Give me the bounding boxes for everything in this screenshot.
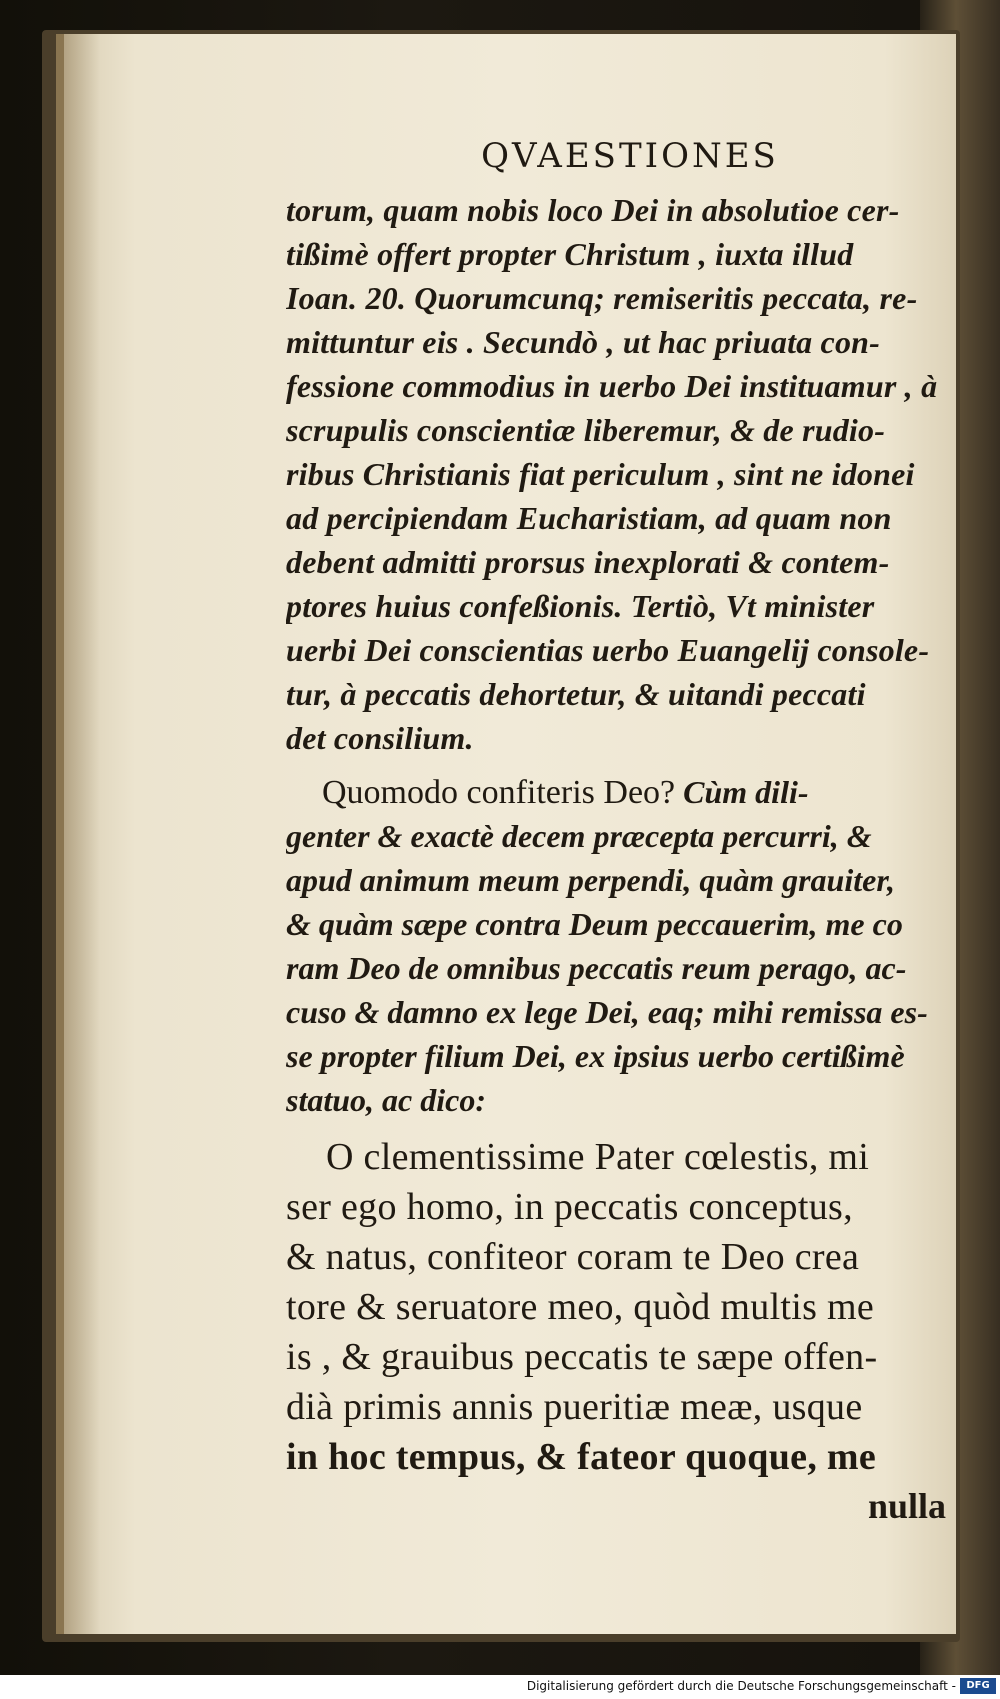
text-line: mittuntur eis . Secundò , ut hac priuata con- — [286, 324, 881, 360]
text-line: uerbi Dei conscientias uerbo Euangelij console- — [286, 632, 930, 668]
dfg-logo[interactable]: DFG — [960, 1678, 996, 1694]
text-line: scrupulis conscientiæ liberemur, & de rudio- — [286, 412, 886, 448]
text-line: tißimè offert propter Christum , iuxta illud — [286, 236, 854, 272]
text-line: is , & grauibus peccatis te sæpe offen- — [286, 1336, 878, 1378]
text-line: O clementissime Pater cœlestis, mi — [326, 1136, 870, 1178]
text-line: det consilium. — [286, 720, 474, 756]
question-first-line — [286, 770, 954, 814]
text-line: & quàm sæpe contra Deum peccauerim, me co — [286, 906, 903, 942]
prayer-paragraph — [286, 1132, 954, 1482]
text-line: tore & seruatore meo, quòd multis me — [286, 1286, 875, 1328]
text-line: statuo, ac dico: — [286, 1082, 486, 1118]
text-line: ser ego homo, in peccatis conceptus, — [286, 1186, 853, 1228]
text-line: cuso & damno ex lege Dei, eaq; mihi remissa es- — [286, 994, 928, 1030]
running-head: QVAESTIONES — [481, 136, 779, 176]
question-paragraph — [286, 770, 954, 1122]
text-line: ram Deo de omnibus peccatis reum perago, ac- — [286, 950, 907, 986]
text-line: ptores huius confeßionis. Tertiò, Vt minister — [286, 588, 875, 624]
text-line: in hoc tempus, & fateor quoque, me — [286, 1436, 877, 1478]
text-line: Ioan. 20. Quorumcunq; remiseritis peccata, re- — [286, 280, 918, 316]
text-line: debent admitti prorsus inexplorati & contem- — [286, 544, 890, 580]
answer-paragraph — [286, 188, 954, 760]
text-line: & natus, confiteor coram te Deo crea — [286, 1236, 860, 1278]
question-label: Quomodo confiteris Deo? — [322, 774, 676, 811]
text-line: torum, quam nobis loco Dei in absolutioe cer- — [286, 192, 900, 228]
footer-credit: Digitalisierung gefördert durch die Deutsche Forschungsgemeinschaft - — [526, 1679, 956, 1693]
catchword: nulla — [867, 1486, 946, 1526]
text-line: ad percipiendam Eucharistiam, ad quam non — [286, 500, 892, 536]
text-line: genter & exactè decem præcepta percurri, & — [286, 818, 872, 854]
text-line: fessione commodius in uerbo Dei instituamur , à — [286, 368, 938, 404]
text-line: apud animum meum perpendi, quàm grauiter, — [286, 862, 895, 898]
text-line: se propter filium Dei, ex ipsius uerbo certißimè — [286, 1038, 905, 1074]
question-line-rest: Cùm dili- — [675, 774, 809, 810]
text-line: ribus Christianis fiat periculum , sint ne idonei — [286, 456, 915, 492]
page-gutter — [64, 34, 100, 1634]
text-line: tur, à peccatis dehortetur, & uitandi peccati — [286, 676, 866, 712]
text-block — [286, 134, 954, 1530]
text-line: dià primis annis pueritiæ meæ, usque — [286, 1386, 863, 1428]
book-page — [56, 34, 956, 1634]
